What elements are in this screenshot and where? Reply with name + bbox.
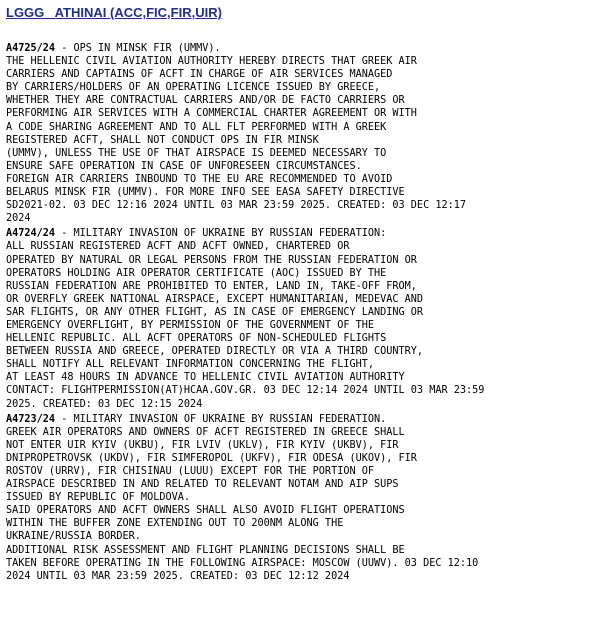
notam-entry [6, 42, 606, 225]
notam-id: A4724/24 [6, 228, 56, 240]
notam-id: A4725/24 [6, 43, 56, 54]
notam-text: - MILITARY INVASION OF UKRAINE BY RUSSIAN FEDERATION. GREEK AIR OPERATORS AND OWNERS OF ACFT REGISTERED IN GREECE SHALL NOT ENTER UIR KYIV (UKBU), FIR LVIV (UKLV), FIR KYIV (UKBV), FIR DNIPROPETROVSK (UKDV), FIR SIMFEROPOL (UKFV), FIR ODESA (UKOV), FIR ROSTOV (URRV), FIR CHISINAU (LUUU) EXCEPT FOR THE PORTION OF AIRSPACE DESCRIBED IN AND RELATED TO RELEVANT NOTAM AND AIP SUPS ISSUED BY REPUBLIC OF MOLDOVA. SAID OPERATORS AND ACFT OWNERS SHALL ALSO AVOID FLIGHT OPERATIONS WITHIN THE BUFFER ZONE EXTENDING OUT TO 200NM ALONG THE UKRAINE/RUSSIA BORDER. ADDITIONAL RISK ASSESSMENT AND FLIGHT PLANNING DECISIONS SHALL BE TAKEN BEFORE OPERATING IN THE FOLLOWING AIRSPACE: MOSCOW (UUWV). 03 DEC 12:10 2024 UNTIL 03 MAR 23:59 2025. CREATED: 03 DEC 12:12 2024 [6, 413, 479, 582]
notam-entry [6, 227, 606, 410]
notam-list [6, 42, 606, 583]
location-header-link[interactable]: LGGG ATHINAI (ACC,FIC,FIR,UIR) [6, 5, 222, 20]
notam-text: - MILITARY INVASION OF UKRAINE BY RUSSIAN FEDERATION: ALL RUSSIAN REGISTERED ACFT AND ACFT OWNED, CHARTERED OR OPERATED BY NATURAL OR LEGAL PERSONS FROM THE RUSSIAN FEDERATION OR OPERATORS HOLDING AIR OPERATOR CERTIFICATE (AOC) ISSUED BY THE RUSSIAN FEDERATION ARE PROHIBITED TO ENTER, LAND IN, TAKE-OFF FROM, OR OVERFLY GREEK NATIONAL AIRSPACE, EXCEPT HUMANITARIAN, MEDEVAC AND SAR FLIGHTS, OR ANY OTHER FLIGHT, AS IN CASE OF EMERGENCY LANDING OR EMERGENCY OVERFLIGHT, BY PERMISSION OF THE GOVERNMENT OF THE HELLENIC REPUBLIC. ALL ACFT OPERATORS OF NON-SCHEDULED FLIGHTS BETWEEN RUSSIA AND GREECE, OPERATED DIRECTLY OR VIA A THIRD COUNTRY, SHALL NOTIFY ALL RELEVANT INFORMATION CONCERNING THE FLIGHT, AT LEAST 48 HOURS IN ADVANCE TO HELLENIC CIVIL AVIATION AUTHORITY CONTACT: FLIGHTPERMISSION(AT)HCAA.GOV.GR. 03 DEC 12:14 2024 UNTIL 03 MAR 23:59 2025. CREATED: 03 DEC 12:15 2024 [6, 228, 485, 410]
notam-text: - OPS IN MINSK FIR (UMMV). THE HELLENIC CIVIL AVIATION AUTHORITY HEREBY DIRECTS THAT GREEK AIR CARRIERS AND CAPTAINS OF ACFT IN CHARGE OF AIR SERVICES MANAGED BY CARRIERS/HOLDERS OF AN OPERATING LICENCE ISSUED BY GREECE, WHETHER THEY ARE CONTRACTUAL CARRIERS AND/OR DE FACTO CARRIERS OR PERFORMING AIR SERVICES WITH A COMMERCIAL CHARTER AGREEMENT OR WITH A CODE SHARING AGREEMENT AND TO ALL FLT PERFORMED WITH A GREEK REGISTERED ACFT, SHALL NOT CONDUCT OPS IN FIR MINSK (UMMV), UNLESS THE USE OF THAT AIRSPACE IS DEEMED NECESSARY TO ENSURE SAFE OPERATION IN CASE OF UNFORESEEN CIRCUMSTANCES. FOREIGN AIR CARRIERS INBOUND TO THE EU ARE RECOMMENDED TO AVOID BELARUS MINSK FIR (UMMV). FOR MORE INFO SEE EASA SAFETY DIRECTIVE SD2021-02. 03 DEC 12:16 2024 UNTIL 03 MAR 23:59 2025. CREATED: 03 DEC 12:17 2024 [6, 43, 467, 225]
notam-page [6, 4, 606, 585]
notam-entry [6, 413, 606, 583]
notam-id: A4723/24 [6, 413, 56, 425]
